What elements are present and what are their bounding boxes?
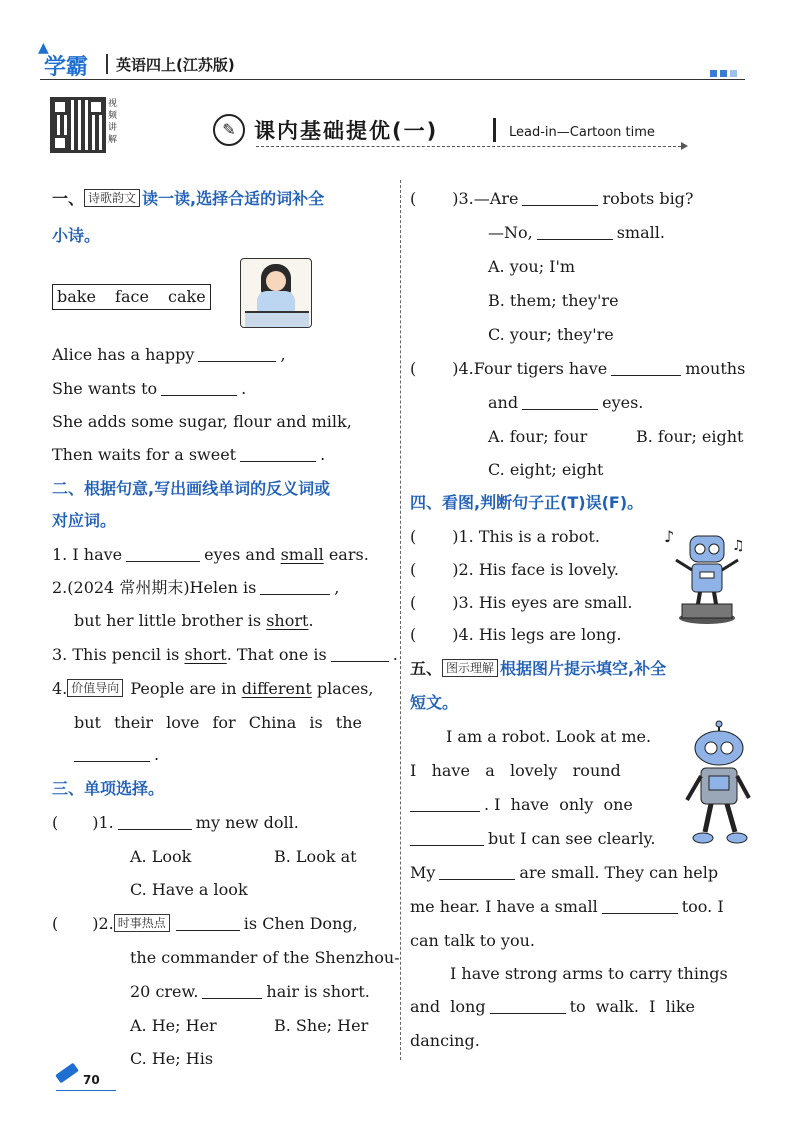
answer-blank[interactable] <box>537 226 613 240</box>
tag-poem: 诗歌韵文 <box>84 189 140 207</box>
word-bank: bake face cake <box>52 284 211 310</box>
footer-line <box>56 1090 116 1091</box>
answer-blank[interactable] <box>240 448 316 462</box>
s2-question-2-cont: but her little brother is short. <box>74 611 314 630</box>
title-arrow-line <box>256 146 686 147</box>
section-5-heading-cont: 短文。 <box>410 693 459 712</box>
answer-blank[interactable] <box>118 816 192 830</box>
s3-q3-option-a[interactable]: A. you; I'm <box>488 257 576 276</box>
answer-blank[interactable] <box>126 548 200 562</box>
s2-question-2: 2.(2024 常州期末)Helen is , <box>52 578 340 597</box>
passage-line-9: and long to walk. I like <box>410 997 695 1016</box>
s3-question-1: ( )1. my new doll. <box>52 813 299 832</box>
s3-question-2-cont2: 20 crew. hair is short. <box>130 982 370 1001</box>
answer-blank[interactable] <box>410 798 480 812</box>
s3-q1-option-a[interactable]: A. Look <box>130 847 192 866</box>
passage-line-1: I am a robot. Look at me. <box>446 727 652 746</box>
s2-question-4-end: . <box>70 745 159 765</box>
svg-text:♪: ♪ <box>664 527 675 546</box>
s3-q1-option-c[interactable]: C. Have a look <box>130 880 248 899</box>
answer-blank[interactable] <box>522 396 598 410</box>
poem-line-2: She wants to . <box>52 379 247 398</box>
section-2-heading-cont: 对应词。 <box>52 511 117 530</box>
tag-values: 价值导向 <box>67 679 123 697</box>
s2-question-3: 3. This pencil is short. That one is . <box>52 645 398 664</box>
s4-item-4: ( )4. His legs are long. <box>410 625 622 644</box>
s3-question-4: ( )4.Four tigers have mouths <box>410 359 746 378</box>
passage-line-10: dancing. <box>410 1031 480 1050</box>
s3-question-3-reply: —No, small. <box>488 223 665 242</box>
s3-question-4-cont: and eyes. <box>488 393 644 412</box>
answer-blank[interactable] <box>410 832 484 846</box>
pencil-icon <box>55 1063 79 1084</box>
brand-logo: ▲ 学霸 <box>38 40 89 80</box>
s2-question-4: 4. 价值导向 People are in different places, <box>52 679 374 698</box>
passage-line-5: My are small. They can help <box>410 863 719 882</box>
section-5-heading: 五、 图示理解 根据图片提示填空,补全 <box>410 659 667 678</box>
lesson-title: 课内基础提优(一) <box>254 119 439 143</box>
page-header <box>38 40 745 80</box>
answer-blank[interactable] <box>74 748 150 762</box>
poem-line-1: Alice has a happy , <box>52 345 286 364</box>
s3-q3-option-c[interactable]: C. your; they're <box>488 325 614 344</box>
answer-blank[interactable] <box>176 917 240 931</box>
answer-blank[interactable] <box>611 362 681 376</box>
passage-line-8: I have strong arms to carry things <box>450 964 728 983</box>
walking-robot-image <box>675 720 760 850</box>
tag-picture: 图示理解 <box>442 659 498 677</box>
s4-item-3: ( )3. His eyes are small. <box>410 593 633 612</box>
answer-blank[interactable] <box>161 382 237 396</box>
s2-question-1: 1. I have eyes and small ears. <box>52 545 369 564</box>
lesson-subtitle: Lead-in—Cartoon time <box>509 125 655 140</box>
answer-blank[interactable] <box>490 1000 566 1014</box>
edit-icon: ✎ <box>213 114 245 146</box>
s3-q4-option-a[interactable]: A. four; four <box>488 427 588 446</box>
passage-line-7: can talk to you. <box>410 931 535 950</box>
s3-q2-option-a[interactable]: A. He; Her <box>130 1016 217 1035</box>
answer-blank[interactable] <box>331 648 389 662</box>
page-number: 70 <box>83 1073 100 1087</box>
qr-code[interactable] <box>50 97 106 153</box>
s3-q4-option-c[interactable]: C. eight; eight <box>488 460 604 479</box>
header-separator <box>106 54 108 74</box>
s3-q2-option-b[interactable]: B. She; Her <box>274 1016 369 1035</box>
book-title: 英语四上(江苏版) <box>116 56 235 74</box>
section-3-heading: 三、单项选择。 <box>52 779 165 798</box>
s4-item-1: ( )1. This is a robot. <box>410 527 600 546</box>
poem-line-3: She adds some sugar, flour and milk, <box>52 412 352 431</box>
column-divider <box>400 180 401 1060</box>
passage-line-4: but I can see clearly. <box>410 829 655 849</box>
s2-question-4-cont: but their love for China is the <box>74 713 362 732</box>
answer-blank[interactable] <box>522 192 598 206</box>
poem-line-4: Then waits for a sweet . <box>52 445 326 464</box>
tag-current-events: 时事热点 <box>114 914 170 932</box>
s3-q4-option-b[interactable]: B. four; eight <box>636 427 744 446</box>
header-dots-decoration <box>707 62 737 81</box>
answer-blank[interactable] <box>602 900 678 914</box>
qr-label: 视频讲解 <box>108 99 118 145</box>
girl-baking-image <box>240 258 312 328</box>
section-1-heading-cont: 小诗。 <box>52 226 101 245</box>
answer-blank[interactable] <box>198 348 276 362</box>
dancing-robot-image <box>662 520 752 630</box>
passage-line-2: I have a lovely round <box>410 761 621 780</box>
s3-q3-option-b[interactable]: B. them; they're <box>488 291 619 310</box>
graduation-cap-icon: ▲ <box>38 40 49 56</box>
passage-line-3: . I have only one <box>410 795 633 815</box>
answer-blank[interactable] <box>260 581 330 595</box>
s4-item-2: ( )2. His face is lovely. <box>410 560 619 579</box>
section-2-heading: 二、根据句意,写出画线单词的反义词或 <box>52 479 331 498</box>
s3-question-2: ( )2. 时事热点 is Chen Dong, <box>52 914 358 933</box>
svg-text:♫: ♫ <box>732 538 745 554</box>
section-1-heading: 一、 诗歌韵文 读一读,选择合适的词补全 <box>52 189 325 208</box>
title-separator <box>493 118 496 142</box>
s3-question-3: ( )3.—Are robots big? <box>410 189 694 208</box>
s3-q2-option-c[interactable]: C. He; His <box>130 1049 214 1068</box>
s3-q1-option-b[interactable]: B. Look at <box>274 847 357 866</box>
s3-question-2-cont: the commander of the Shenzhou- <box>130 948 400 967</box>
section-4-heading: 四、看图,判断句子正(T)误(F)。 <box>410 493 644 512</box>
answer-blank[interactable] <box>439 866 515 880</box>
passage-line-6: me hear. I have a small too. I <box>410 897 724 916</box>
answer-blank[interactable] <box>202 985 262 999</box>
